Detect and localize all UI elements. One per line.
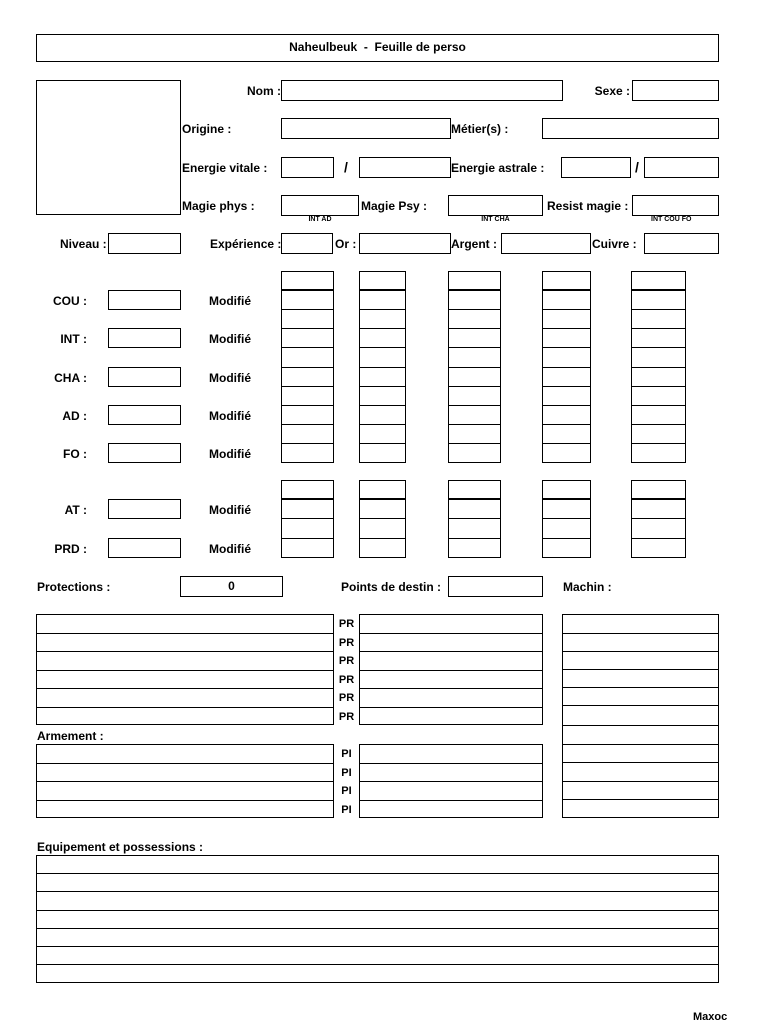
or-label: Or : [335, 237, 357, 251]
equipement-row-divider [36, 910, 719, 911]
stat-ad-modifier-spacer-5 [631, 386, 686, 405]
niveau-field[interactable] [108, 233, 181, 254]
armor-pr-label: PR [338, 618, 355, 630]
stat-cha-modifier-spacer-2 [359, 348, 406, 367]
machin-label: Machin : [563, 580, 612, 594]
stat-ad-modifier-5[interactable] [631, 405, 686, 425]
magie-psy-formula: INT CHA [481, 216, 510, 223]
stat-ad-modifier-2[interactable] [359, 405, 406, 425]
equipement-row-divider [36, 946, 719, 947]
stat-cha-modifier-4[interactable] [542, 367, 591, 387]
stat-fo-modifier-3[interactable] [448, 443, 501, 463]
stat-cha-modifier-spacer-4 [542, 348, 591, 367]
armor-value-divider [359, 633, 543, 634]
or-field[interactable] [359, 233, 451, 254]
armor-row-divider [36, 633, 334, 634]
stat-fo-modifier-spacer-1 [281, 424, 334, 443]
combat-at-modifier-4[interactable] [542, 499, 591, 519]
armor-pr-label: PR [338, 655, 355, 667]
energie-astrale-max[interactable] [644, 157, 719, 178]
energie-vitale-max[interactable] [359, 157, 451, 178]
combat-prd-modifier-spacer-5 [631, 519, 686, 538]
machin-table [562, 614, 719, 818]
stat-cha-modifier-3[interactable] [448, 367, 501, 387]
magie-phys-label: Magie phys : [182, 199, 255, 213]
origine-label: Origine : [182, 122, 232, 136]
combat-prd-modifier-4[interactable] [542, 538, 591, 558]
armor-pr-label: PR [338, 673, 355, 686]
stat-cha-modifie-label: Modifié [209, 371, 251, 385]
combat-at-modifier-3[interactable] [448, 499, 501, 519]
machin-row-divider [562, 781, 719, 782]
combat-at-modifie-label: Modifié [209, 503, 251, 517]
stat-fo-modifier-2[interactable] [359, 443, 406, 463]
armor-pr-label: PR [338, 692, 355, 704]
combat-prd-modifier-spacer-3 [448, 519, 501, 538]
weapon-pi-label: PI [341, 748, 352, 760]
stat-int-modifier-2[interactable] [359, 328, 406, 348]
machin-row-divider [562, 744, 719, 745]
protections-field[interactable] [180, 576, 283, 597]
points-destin-label: Points de destin : [341, 580, 442, 594]
stat-int-label: INT : [60, 332, 87, 346]
weapon-pi-label: PI [341, 803, 352, 816]
armor-pr-label: PR [338, 636, 355, 649]
origine-field[interactable] [281, 118, 451, 139]
stat-fo-label: FO : [63, 447, 87, 461]
stat-cou-label: COU : [53, 294, 87, 308]
equipement-row-divider [36, 928, 719, 929]
stat-int-modifier-1[interactable] [281, 328, 334, 348]
stat-ad-modifier-spacer-2 [359, 386, 406, 405]
equipement-row-divider [36, 873, 719, 874]
armor-row-divider [36, 651, 334, 652]
weapon-value-divider [359, 763, 543, 764]
stat-cou-modifier-spacer-1 [281, 271, 334, 290]
resist-magie-formula: INT COU FO [651, 216, 692, 223]
stat-cou-modifier-spacer-2 [359, 271, 406, 290]
combat-prd-modifier-2[interactable] [359, 538, 406, 558]
experience-field[interactable] [281, 233, 333, 254]
armor-value-divider [359, 707, 543, 708]
stat-cha-modifier-spacer-1 [281, 348, 334, 367]
stat-int-modifier-spacer-3 [448, 309, 501, 328]
sheet-title-box [36, 34, 719, 62]
experience-label: Expérience : [210, 237, 282, 251]
combat-prd-modifier-spacer-2 [359, 519, 406, 538]
stat-fo-modifier-4[interactable] [542, 443, 591, 463]
machin-row-divider [562, 669, 719, 670]
stat-fo-modifier-spacer-2 [359, 424, 406, 443]
stat-cou-modifier-spacer-3 [448, 271, 501, 290]
weapon-row-divider [36, 800, 334, 801]
energie-vitale-slash: / [344, 159, 348, 175]
stat-cha-modifier-spacer-3 [448, 348, 501, 367]
armor-value-divider [359, 688, 543, 689]
stat-cou-modifier-3[interactable] [448, 290, 501, 310]
stat-ad-value[interactable] [108, 405, 181, 425]
combat-prd-modifier-spacer-4 [542, 519, 591, 538]
combat-prd-modifie-label: Modifié [209, 542, 251, 556]
weapon-row-divider [36, 763, 334, 764]
stat-int-modifier-spacer-4 [542, 309, 591, 328]
combat-at-modifier-2[interactable] [359, 499, 406, 519]
sexe-field[interactable] [632, 80, 719, 101]
stat-int-modifier-3[interactable] [448, 328, 501, 348]
sheet-title: Naheulbeuk - Feuille de perso [289, 40, 466, 54]
stat-cou-modifier-spacer-5 [631, 271, 686, 290]
stat-fo-modifier-spacer-5 [631, 424, 686, 443]
combat-prd-modifier-5[interactable] [631, 538, 686, 558]
combat-at-value[interactable] [108, 499, 181, 519]
stat-ad-label: AD : [62, 409, 87, 423]
energie-vitale-current[interactable] [281, 157, 334, 178]
stat-cha-modifier-2[interactable] [359, 367, 406, 387]
stat-fo-modifier-1[interactable] [281, 443, 334, 463]
stat-int-modifier-5[interactable] [631, 328, 686, 348]
armor-row-divider [36, 670, 334, 671]
combat-at-label: AT : [64, 503, 87, 517]
portrait-box[interactable] [36, 80, 181, 215]
equipement-label: Equipement et possessions : [37, 840, 204, 854]
weapon-value-divider [359, 800, 543, 801]
footer-signature: Maxoc [693, 1011, 728, 1023]
stat-int-value[interactable] [108, 328, 181, 348]
stat-ad-modifier-spacer-1 [281, 386, 334, 405]
armor-row-divider [36, 707, 334, 708]
stat-int-modifier-spacer-5 [631, 309, 686, 328]
argent-label: Argent : [451, 237, 497, 251]
magie-phys-formula: INT AD [308, 216, 332, 223]
machin-row-divider [562, 725, 719, 726]
machin-row-divider [562, 705, 719, 706]
armor-row-divider [36, 688, 334, 689]
magie-psy-label: Magie Psy : [361, 199, 428, 213]
nom-field[interactable] [281, 80, 563, 101]
stat-cou-modifier-4[interactable] [542, 290, 591, 310]
protections-value: 0 [228, 579, 235, 593]
stat-fo-modifie-label: Modifié [209, 447, 251, 461]
stat-cou-modifier-5[interactable] [631, 290, 686, 310]
armor-pr-label: PR [338, 710, 355, 723]
energie-astrale-slash: / [635, 159, 639, 175]
stat-cha-modifier-1[interactable] [281, 367, 334, 387]
weapon-pi-label: PI [341, 785, 352, 797]
stat-ad-modifier-3[interactable] [448, 405, 501, 425]
energie-astrale-label: Energie astrale : [451, 161, 545, 175]
metier-label: Métier(s) : [451, 122, 509, 136]
cuivre-label: Cuivre : [592, 237, 637, 251]
stat-ad-modifier-spacer-3 [448, 386, 501, 405]
stat-fo-modifier-spacer-4 [542, 424, 591, 443]
armor-value-divider [359, 670, 543, 671]
energie-astrale-current[interactable] [561, 157, 631, 178]
protections-label: Protections : [37, 580, 111, 594]
combat-prd-value[interactable] [108, 538, 181, 558]
stat-ad-modifie-label: Modifié [209, 409, 251, 423]
combat-prd-modifier-1[interactable] [281, 538, 334, 558]
metier-field[interactable] [542, 118, 719, 139]
combat-at-modifier-spacer-4 [542, 480, 591, 499]
combat-at-modifier-spacer-5 [631, 480, 686, 499]
stat-int-modifier-spacer-2 [359, 309, 406, 328]
combat-at-modifier-5[interactable] [631, 499, 686, 519]
stat-ad-modifier-spacer-4 [542, 386, 591, 405]
stat-fo-modifier-spacer-3 [448, 424, 501, 443]
magie-phys-field[interactable] [281, 195, 359, 216]
stat-int-modifier-4[interactable] [542, 328, 591, 348]
combat-prd-label: PRD : [54, 542, 87, 556]
combat-at-modifier-1[interactable] [281, 499, 334, 519]
weapon-pi-label: PI [341, 766, 352, 779]
stat-int-modifier-spacer-1 [281, 309, 334, 328]
magie-psy-field[interactable] [448, 195, 543, 216]
energie-vitale-label: Energie vitale : [182, 161, 268, 175]
stat-cha-modifier-spacer-5 [631, 348, 686, 367]
combat-prd-modifier-spacer-1 [281, 519, 334, 538]
weapon-value-divider [359, 781, 543, 782]
argent-field[interactable] [501, 233, 591, 254]
nom-label: Nom : [247, 84, 281, 98]
stat-ad-modifier-1[interactable] [281, 405, 334, 425]
resist-magie-label: Resist magie : [547, 199, 629, 213]
stat-cha-label: CHA : [54, 371, 87, 385]
stat-fo-modifier-5[interactable] [631, 443, 686, 463]
machin-row-divider [562, 651, 719, 652]
combat-at-modifier-spacer-1 [281, 480, 334, 499]
stat-cou-modifier-spacer-4 [542, 271, 591, 290]
machin-row-divider [562, 687, 719, 688]
stat-cha-modifier-5[interactable] [631, 367, 686, 387]
points-destin-field[interactable] [448, 576, 543, 597]
machin-row-divider [562, 633, 719, 634]
stat-cou-modifie-label: Modifié [209, 294, 251, 308]
stat-fo-value[interactable] [108, 443, 181, 463]
stat-cha-value[interactable] [108, 367, 181, 387]
stat-ad-modifier-4[interactable] [542, 405, 591, 425]
equipement-row-divider [36, 891, 719, 892]
armor-value-divider [359, 651, 543, 652]
niveau-label: Niveau : [60, 237, 107, 251]
combat-prd-modifier-3[interactable] [448, 538, 501, 558]
stat-cou-value[interactable] [108, 290, 181, 310]
armement-label: Armement : [37, 729, 104, 743]
stat-cou-modifier-2[interactable] [359, 290, 406, 310]
weapon-row-divider [36, 781, 334, 782]
stat-int-modifie-label: Modifié [209, 332, 251, 346]
sexe-label: Sexe : [594, 84, 630, 98]
machin-row-divider [562, 799, 719, 800]
combat-at-modifier-spacer-2 [359, 480, 406, 499]
combat-at-modifier-spacer-3 [448, 480, 501, 499]
equipement-row-divider [36, 964, 719, 965]
machin-row-divider [562, 762, 719, 763]
stat-cou-modifier-1[interactable] [281, 290, 334, 310]
resist-magie-field[interactable] [632, 195, 719, 216]
cuivre-field[interactable] [644, 233, 719, 254]
